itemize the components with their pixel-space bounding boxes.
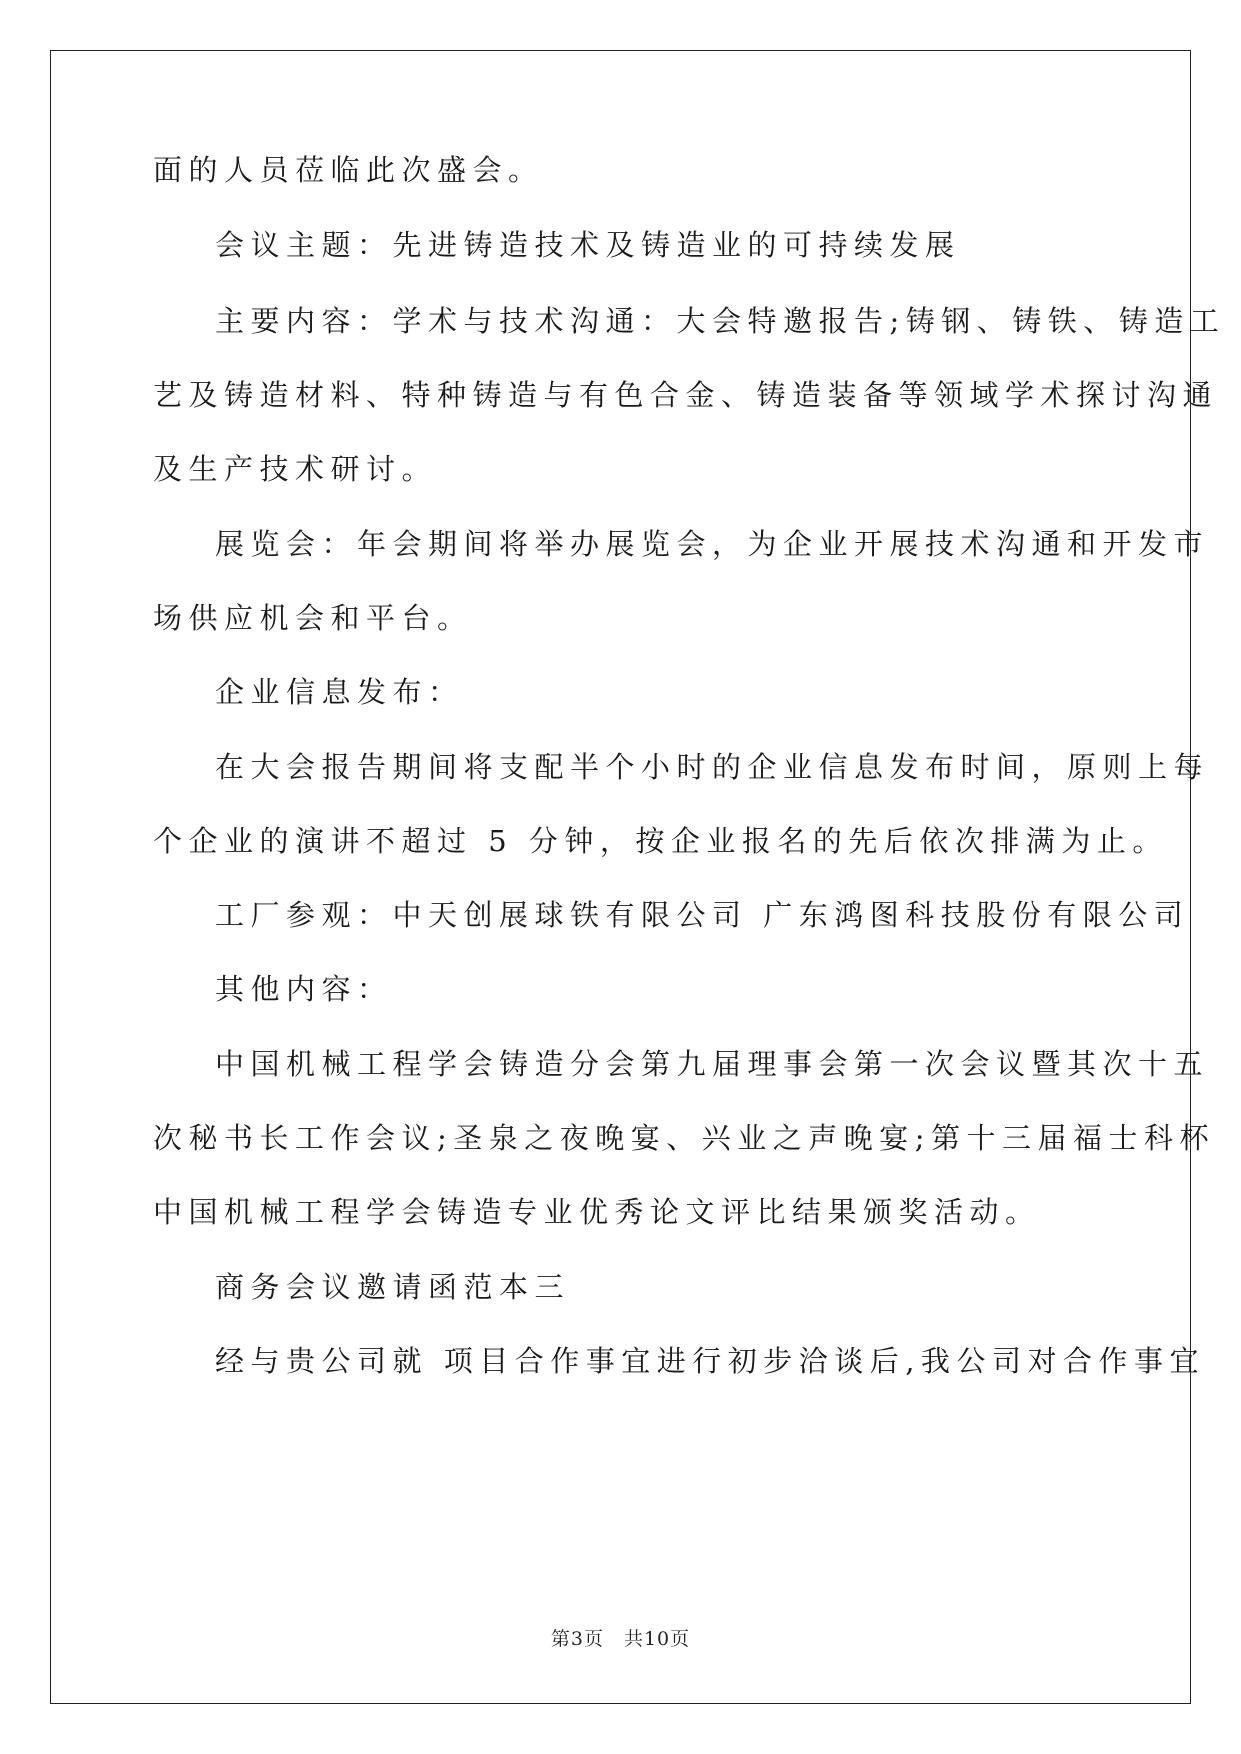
text-line: 企业信息发布：	[215, 675, 464, 709]
text-line: 其他内容：	[215, 972, 393, 1006]
text-line: 工厂参观：中天创展球铁有限公司 广东鸿图科技股份有限公司	[215, 898, 1190, 932]
page-number: 第3页 共10页	[550, 1628, 691, 1650]
text-line: 艺及铸造材料、特种铸造与有色合金、铸造装备等领域学术探讨沟通	[153, 378, 1219, 412]
text-line: 在大会报告期间将支配半个小时的企业信息发布时间，原则上每	[215, 750, 1210, 784]
text-line: 经与贵公司就 项目合作事宜进行初步洽谈后,我公司对合作事宜	[215, 1344, 1205, 1378]
page-border	[50, 50, 1191, 1704]
text-line: 主要内容：学术与技术沟通：大会特邀报告;铸钢、铸铁、铸造工	[215, 304, 1226, 338]
text-line: 展览会：年会期间将举办展览会，为企业开展技术沟通和开发市	[215, 527, 1210, 561]
text-line: 会议主题：先进铸造技术及铸造业的可持续发展	[215, 228, 961, 262]
text-line: 次秘书长工作会议;圣泉之夜晚宴、兴业之声晚宴;第十三届福士科杯	[153, 1121, 1216, 1155]
text-line: 面的人员莅临此次盛会。	[153, 153, 544, 187]
text-line: 及生产技术研讨。	[153, 452, 438, 486]
text-line: 个企业的演讲不超过 5 分钟，按企业报名的先后依次排满为止。	[153, 824, 1168, 858]
text-line: 商务会议邀请函范本三	[215, 1270, 571, 1304]
text-line: 中国机械工程学会铸造分会第九届理事会第一次会议暨其次十五	[215, 1047, 1210, 1081]
text-line: 场供应机会和平台。	[153, 601, 473, 635]
text-line: 中国机械工程学会铸造专业优秀论文评比结果颁奖活动。	[153, 1195, 1041, 1229]
